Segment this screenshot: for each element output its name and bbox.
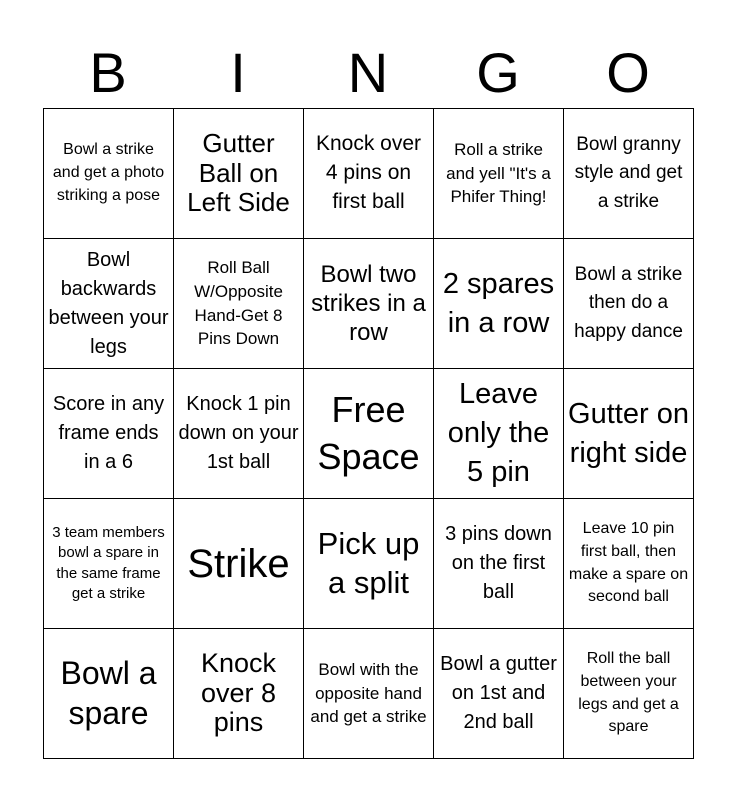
bingo-cell[interactable]: Pick up a split (304, 499, 434, 629)
bingo-cell[interactable]: Knock over 8 pins (174, 629, 304, 759)
header-letter-b: B (89, 41, 127, 104)
bingo-row-1 (44, 109, 694, 239)
bingo-cell[interactable]: Gutter on right side (564, 369, 694, 499)
bingo-cell[interactable]: Strike (174, 499, 304, 629)
bingo-cell[interactable]: Roll a strike and yell "It's a Phifer Thing! (434, 109, 564, 239)
bingo-card (43, 108, 694, 759)
bingo-row-3 (44, 369, 694, 499)
bingo-cell[interactable]: 3 pins down on the first ball (434, 499, 564, 629)
bingo-cell[interactable]: Gutter Ball on Left Side (174, 109, 304, 239)
bingo-cell[interactable]: Knock 1 pin down on your 1st ball (174, 369, 304, 499)
bingo-header (43, 38, 693, 108)
free-space-cell[interactable]: Free Space (304, 369, 434, 499)
bingo-cell[interactable]: Bowl a gutter on 1st and 2nd ball (434, 629, 564, 759)
header-letter-n: N (347, 41, 389, 104)
bingo-cell[interactable]: Bowl a strike then do a happy dance (564, 239, 694, 369)
bingo-cell[interactable]: Bowl granny style and get a strike (564, 109, 694, 239)
bingo-cell[interactable]: Bowl a strike and get a photo striking a pose (44, 109, 174, 239)
bingo-row-2 (44, 239, 694, 369)
bingo-cell[interactable]: Roll the ball between your legs and get a spare (564, 629, 694, 759)
header-letter-o: O (606, 41, 650, 104)
bingo-row-4 (44, 499, 694, 629)
bingo-row-5 (44, 629, 694, 759)
bingo-cell[interactable]: Roll Ball W/Opposite Hand-Get 8 Pins Down (174, 239, 304, 369)
bingo-cell[interactable]: Knock over 4 pins on first ball (304, 109, 434, 239)
bingo-cell[interactable]: Bowl backwards between your legs (44, 239, 174, 369)
bingo-cell[interactable]: 3 team members bowl a spare in the same frame get a strike (44, 499, 174, 629)
header-letter-g: G (476, 41, 520, 104)
bingo-cell[interactable]: Score in any frame ends in a 6 (44, 369, 174, 499)
bingo-cell[interactable]: 2 spares in a row (434, 239, 564, 369)
bingo-cell[interactable]: Leave only the 5 pin (434, 369, 564, 499)
bingo-cell[interactable]: Bowl a spare (44, 629, 174, 759)
header-letter-i: I (230, 41, 246, 104)
bingo-cell[interactable]: Bowl two strikes in a row (304, 239, 434, 369)
bingo-cell[interactable]: Leave 10 pin first ball, then make a spare on second ball (564, 499, 694, 629)
bingo-cell[interactable]: Bowl with the opposite hand and get a strike (304, 629, 434, 759)
